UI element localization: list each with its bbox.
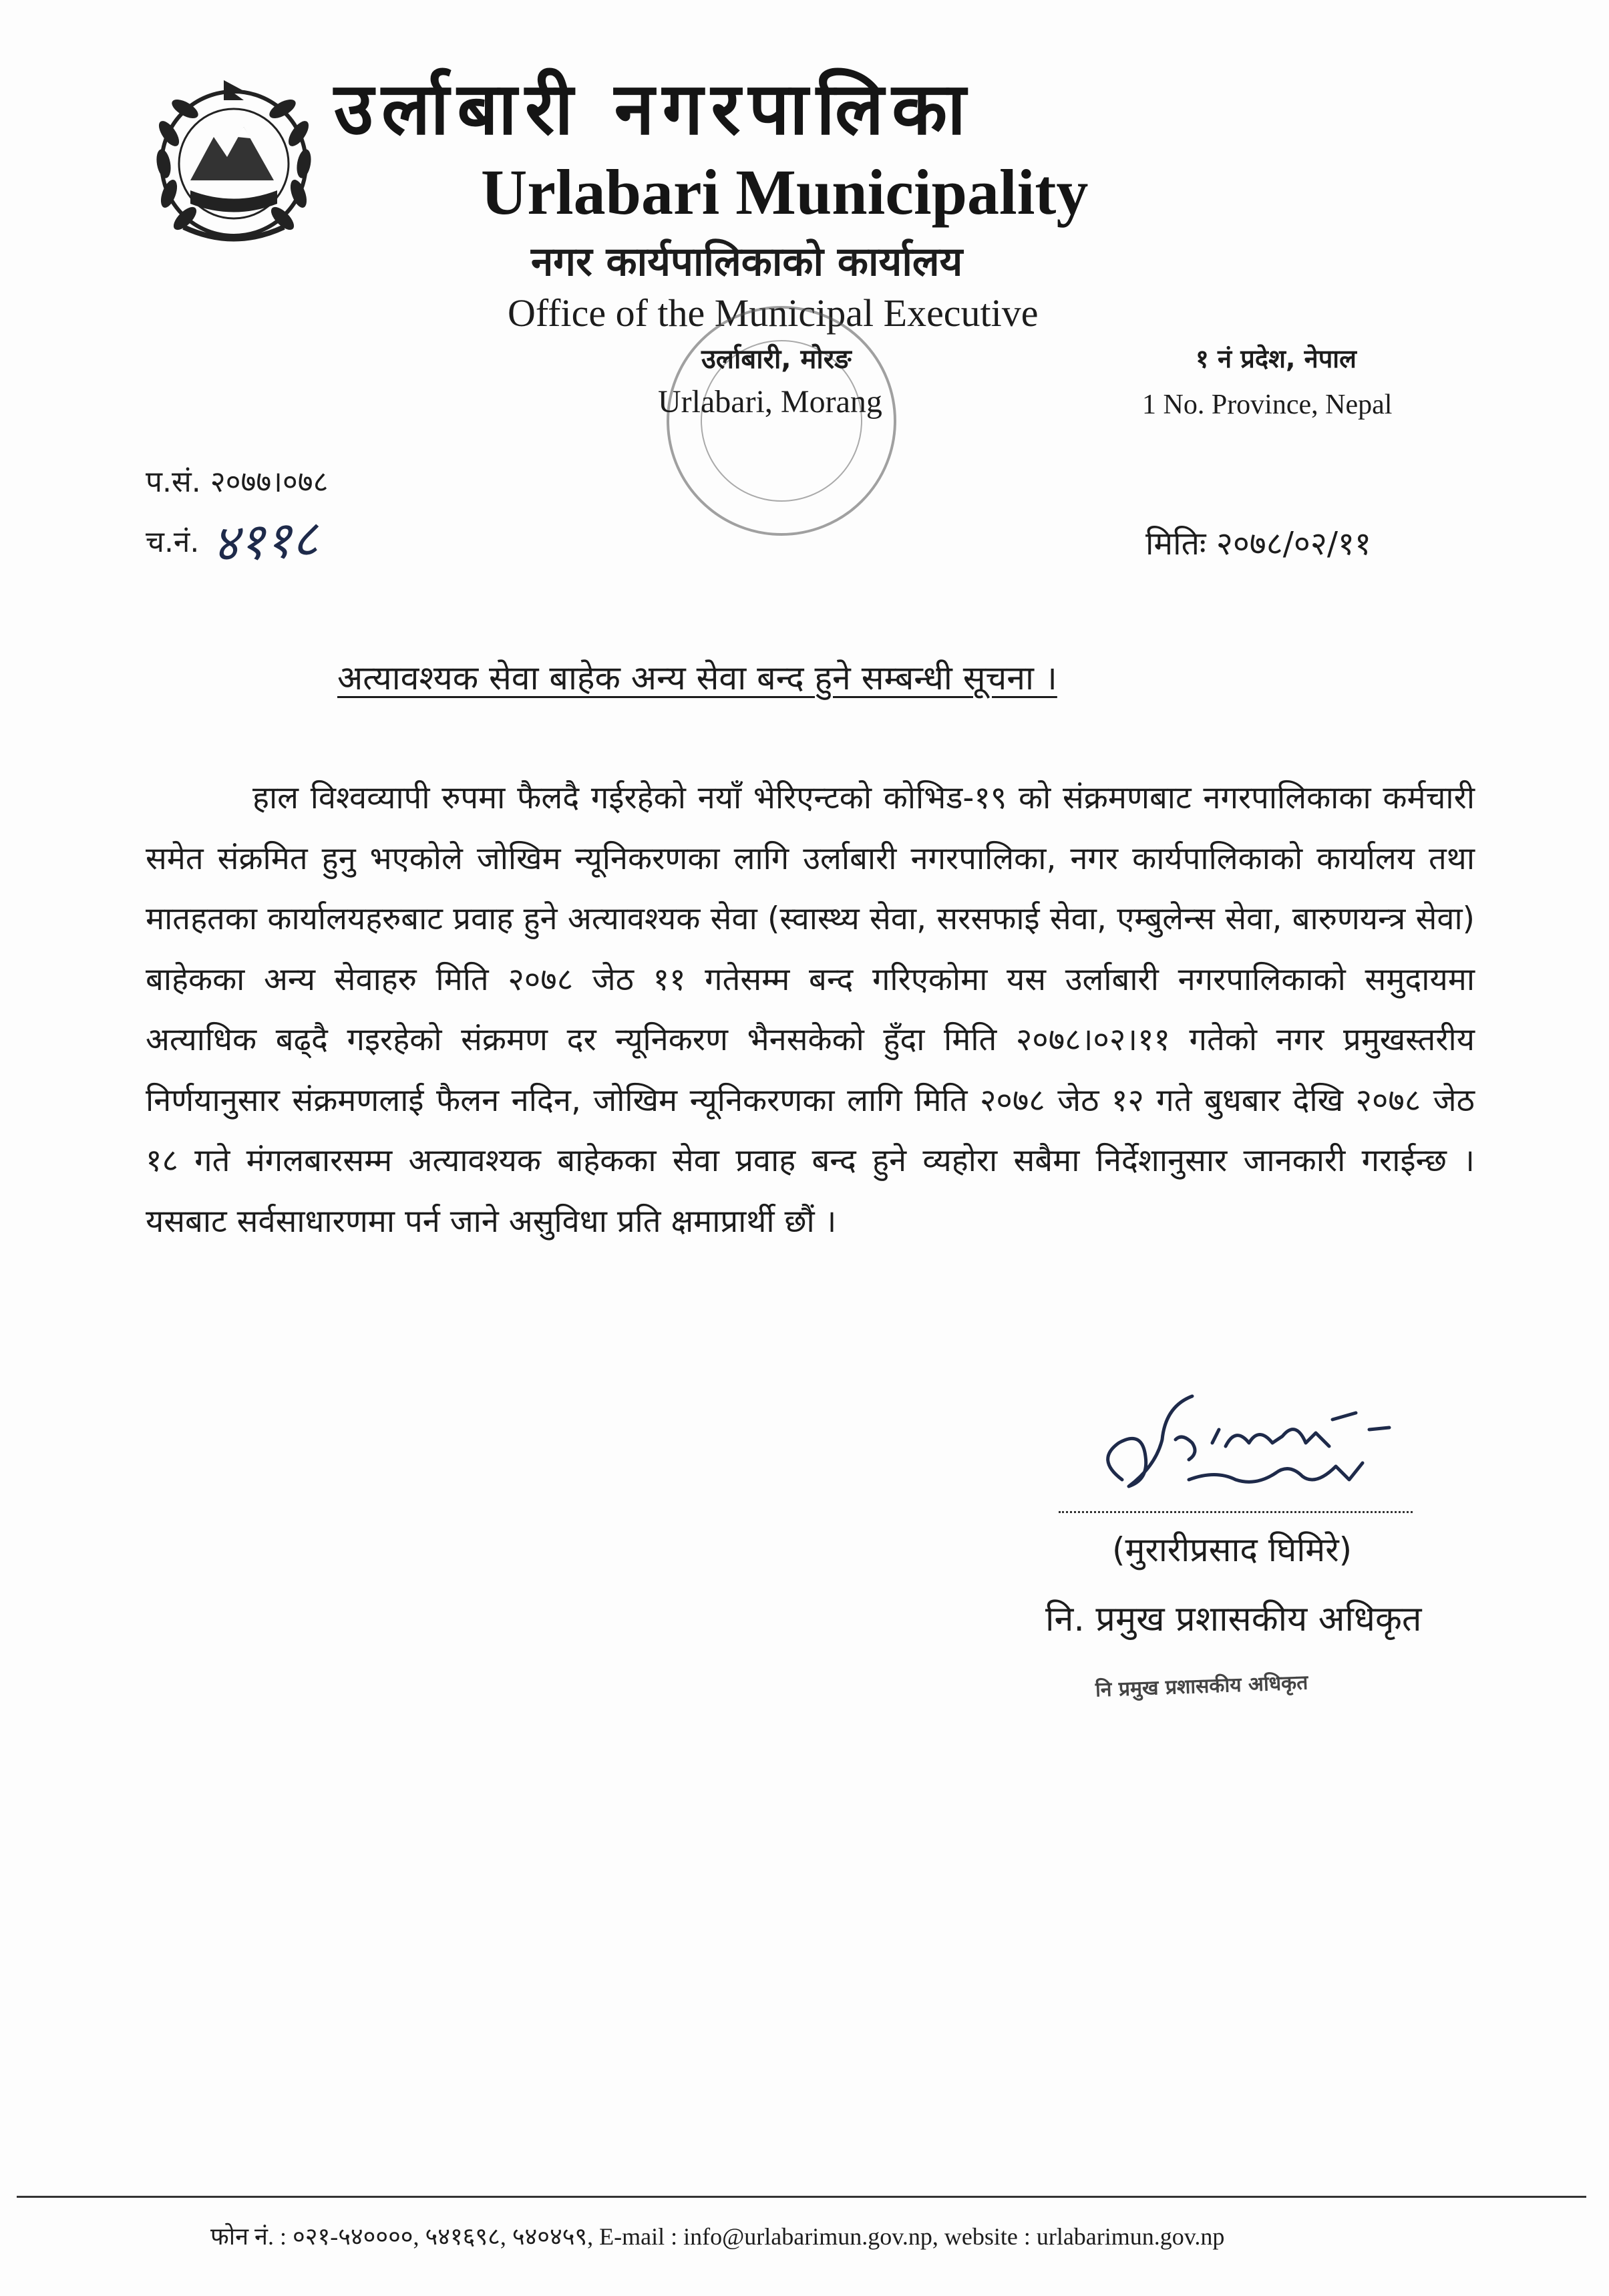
address-right-nepali: १ नं प्रदेश, नेपाल <box>1196 344 1357 373</box>
signer-designation: नि. प्रमुख प्रशासकीय अधिकृत <box>1045 1599 1422 1639</box>
footer-contact: फोन नं. : ०२१-५४००००, ५४१६९८, ५४०४५९, E-mail : info@urlabarimun.gov.np, website : urlabarimun.gov.np <box>210 2223 1225 2250</box>
municipality-name-nepali: उर्लाबारी नगरपालिका <box>334 67 974 151</box>
signature-line <box>1059 1511 1413 1513</box>
address-right-english: 1 No. Province, Nepal <box>1142 389 1393 420</box>
office-seal-icon <box>641 287 922 554</box>
office-name-nepali: नगर कार्यपालिकाको कार्यालय <box>531 238 963 285</box>
dispatch-number-label: च.नं. <box>146 525 200 559</box>
notice-subject: अत्यावश्यक सेवा बाहेक अन्य सेवा बन्द हुने सम्बन्धी सूचना । <box>337 659 1057 697</box>
municipality-emblem-icon <box>144 63 324 257</box>
fiscal-year-reference: प.सं. २०७७।०७८ <box>146 465 329 499</box>
address-left-nepali: उर्लाबारी, मोरङ <box>701 344 852 375</box>
office-name-english: Office of the Municipal Executive <box>508 291 1039 335</box>
municipality-name-english: Urlabari Municipality <box>481 156 1089 228</box>
signature-icon <box>1082 1379 1429 1526</box>
notice-body: हाल विश्वव्यापी रुपमा फैलदै गईरहेको नयाँ भेरिएन्टको कोभिड-१९ को संक्रमणबाट नगरपालिकाका कर्मचारी समेत संक्रमित हुनु भएकोले जोखिम न्यूनिकरणका लागि उर्लाबारी नगरपालिका, नगर कार्यपालिकाको कार्यालय तथा मातहतका कार्यालयहरुबाट प्रवाह हुने अत्यावश्यक सेवा (स्वास्थ्य सेवा, सरसफाई सेवा, एम्बुलेन्स सेवा, बारुणयन्त्र सेवा) बाहेकका अन्य सेवाहरु मिति २०७८ जेठ ११ गतेसम्म बन्द गरिएकोमा यस उर्लाबारी नगरपालिकाको समुदायमा अत्याधिक बढ्दै गइरहेको संक्रमण दर न्यूनिकरण भैनसकेको हुँदा मिति २०७८।०२।११ गतेको नगर प्रमुखस्तरीय निर्णयानुसार संक्रमणलाई फैलन नदिन, जोखिम न्यूनिकरणका लागि मिति २०७८ जेठ १२ गते बुधबार देखि २०७८ जेठ १८ गते मंगलबारसम्म अत्यावश्यक बाहेकका सेवा प्रवाह बन्द हुने व्यहोरा सबैमा निर्देशानुसार जानकारी गराईन्छ । यसबाट सर्वसाधारणमा पर्न जाने असुविधा प्रति क्षमाप्रार्थी छौं । <box>146 780 1475 1240</box>
notice-date: मितिः २०७८/०२/११ <box>1145 525 1371 562</box>
address-left-english: Urlabari, Morang <box>658 384 882 420</box>
dispatch-number-handwritten: ४११८ <box>210 508 320 574</box>
designation-stamp: नि प्रमुख प्रशासकीय अधिकृत <box>1095 1671 1308 1702</box>
footer-divider <box>17 2196 1586 2198</box>
signer-name: (मुरारीप्रसाद घिमिरे) <box>1112 1530 1353 1569</box>
